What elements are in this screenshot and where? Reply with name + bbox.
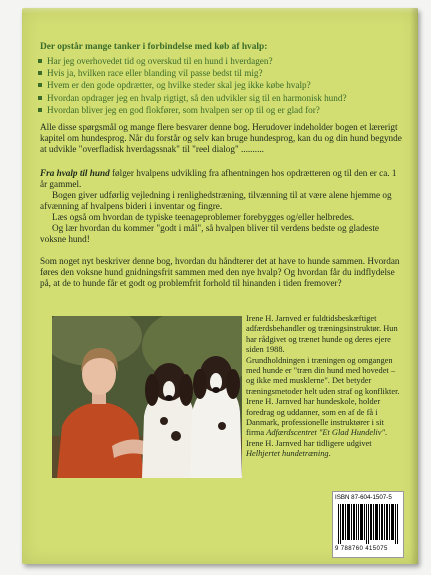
question-item: Har jeg overhovedet tid og overskud til en hund i hverdagen?	[38, 55, 392, 67]
summary-lead-text: følger hvalpens udvikling fra afhentningen hos opdrætteren og til den er ca. 1 år gammel.	[40, 168, 397, 189]
summary-line: Læs også om hvordan de typiske teenageproblemer forebygges og/eller helbredes.	[52, 212, 355, 222]
cover-heading: Der opstår mange tanker i forbindelse med køb af hvalp:	[40, 42, 268, 52]
bio-paragraph	[246, 397, 404, 439]
two-dogs-paragraph: Som noget nyt beskriver denne bog, hvordan du håndterer det at have to hunde sammen. Hvordan føres den voksne hund gnidningsfrit sammen med den nye hvalp? Og hvordan får du indflydelse på, at de to hunde får et godt og problemfrit forhold til hinanden i tiden fremover?	[40, 256, 400, 288]
bio-paragraph: Grundholdningen i træningen og omgangen med hunde er "træn din hund med hovedet – og ikke med musklerne". Det betyder træningsmetoder helt uden straf og konflikter.	[246, 355, 400, 396]
bio-paragraph	[246, 439, 404, 460]
bio-text: .	[385, 428, 388, 438]
isbn-barcode-box	[332, 491, 404, 558]
summary-lead	[40, 168, 402, 190]
question-item: Hvem er den gode opdrætter, og hvilke steder skal jeg ikke købe hvalp?	[38, 79, 392, 91]
author-bio	[246, 314, 404, 460]
question-item: Hvis ja, hvilken race eller blanding vil passe bedst til mig?	[38, 67, 392, 79]
bio-text: Irene H. Jarnved har hundeskole, holder foredrag og uddanner, som en af de få i Danmark, professionelle instruktører i sit firma	[246, 397, 384, 438]
barcode-digits: 9 788760 415075	[335, 546, 388, 552]
summary-line: Og lær hvordan du kommer "godt i mål", så hvalpen bliver til verdens bedste og gladeste voksne hund!	[40, 223, 379, 244]
intro-paragraph: Alle disse spørgsmål og mange flere besvarer denne bog. Herudover indeholder bogen et lærerigt kapitel om hundesprog. Når du forstår og selv kan bruge hundesprog, kan du og din hund begynde at udvikle "overfladisk hverdagssnak" til "reel dialog" ..........	[40, 122, 402, 154]
firm-name: Adfærdscentret "Et Glad Hundeliv"	[266, 428, 385, 438]
author-photo-illustration	[52, 316, 242, 478]
question-item: Hvordan opdrager jeg en hvalp rigtigt, så den udvikler sig til en harmonisk hund?	[38, 92, 392, 104]
question-list	[38, 55, 392, 116]
summary-line: Bogen giver udførlig vejledning i renlighedstræning, tilvænning til at være alene hjemme og afvænning af hvalpens bideri i inventar og fingre.	[40, 190, 392, 211]
cover-highlight	[22, 8, 418, 14]
author-photo	[52, 316, 242, 478]
bio-text: .	[328, 449, 331, 459]
previous-book-title: Helhjertet hundetræning	[246, 449, 329, 459]
bio-text: Irene H. Jarnved har tidligere udgivet	[246, 438, 372, 448]
question-item: Hvordan bliver jeg en god flokfører, som hvalpen ser op til og er glad for?	[38, 104, 392, 116]
book-summary-paragraph	[40, 168, 402, 245]
book-title: Fra hvalp til hund	[40, 168, 110, 178]
cover-spine-shade	[410, 8, 418, 564]
barcode-icon	[337, 504, 399, 544]
isbn-label: ISBN 87-604-1507-5	[335, 494, 392, 501]
bio-paragraph: Irene H. Jarnved er fuldtidsbeskæftiget adfærdsbehandler og træningsinstruktør. Hun har rådgivet og trænet hunde og deres ejere siden 1988.	[246, 314, 398, 355]
